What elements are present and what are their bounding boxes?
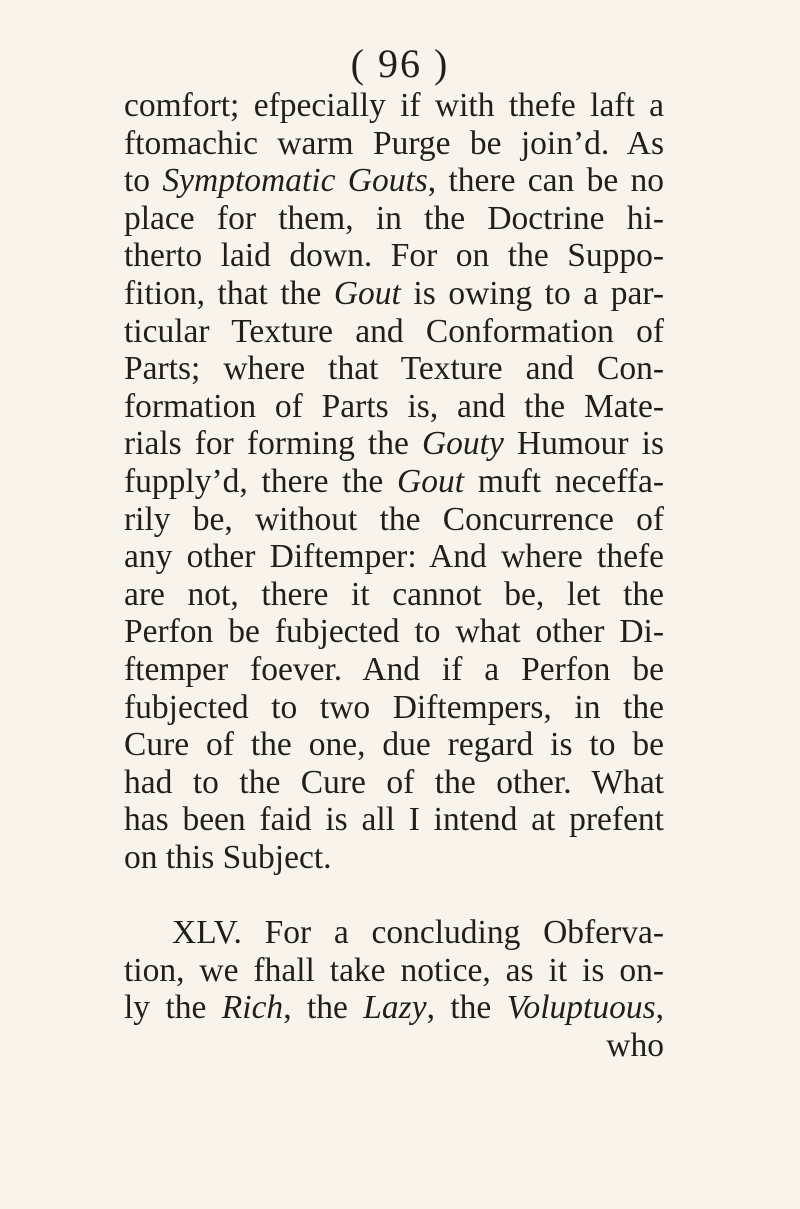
text-line: fubjected to two Diftempers, in the bbox=[124, 688, 664, 726]
text-line: ftemper foever. And if a Perfon be bbox=[124, 650, 664, 688]
text-line: ly the Rich, the Lazy, the Voluptuous, bbox=[124, 989, 664, 1027]
catchword: who bbox=[606, 1026, 664, 1064]
page-number: ( 96 ) bbox=[350, 41, 450, 86]
text-line: Parts; where that Texture and Con- bbox=[124, 350, 664, 388]
text-line: formation of Parts is, and the Mate- bbox=[124, 387, 664, 425]
paragraph-gap bbox=[124, 876, 664, 914]
text-line: ticular Texture and Conformation of bbox=[124, 312, 664, 350]
text-line: to Symptomatic Gouts, there can be no bbox=[124, 162, 665, 200]
text-line: comfort; efpecially if with thefe laft a bbox=[124, 87, 664, 124]
body-text bbox=[124, 87, 664, 1064]
text-line: ftomachic warm Purge be join’d. As bbox=[124, 124, 664, 162]
text-line: on this Subject. bbox=[124, 838, 332, 876]
text-line: rials for forming the Gouty Humour is bbox=[124, 425, 665, 463]
text-line: XLV. For a concluding Obferva- bbox=[172, 914, 664, 952]
text-line: Perfon be fubjected to what other Di- bbox=[124, 613, 664, 651]
text-line: place for them, in the Doctrine hi- bbox=[124, 199, 664, 237]
text-line: tion, we fhall take notice, as it is on- bbox=[124, 951, 664, 989]
text-line: Cure of the one, due regard is to be bbox=[124, 726, 664, 764]
text-line: therto laid down. For on the Suppo- bbox=[124, 237, 664, 275]
text-line: has been faid is all I intend at prefent bbox=[124, 801, 664, 839]
text-line: fition, that the Gout is owing to a par- bbox=[124, 274, 664, 312]
text-line: fupply’d, there the Gout muft neceffa- bbox=[124, 462, 664, 500]
text-line: any other Diftemper: And where thefe bbox=[124, 538, 664, 576]
text-line: had to the Cure of the other. What bbox=[124, 763, 664, 801]
text-line: rily be, without the Concurrence of bbox=[124, 500, 664, 538]
text-line: are not, there it cannot be, let the bbox=[124, 575, 664, 613]
